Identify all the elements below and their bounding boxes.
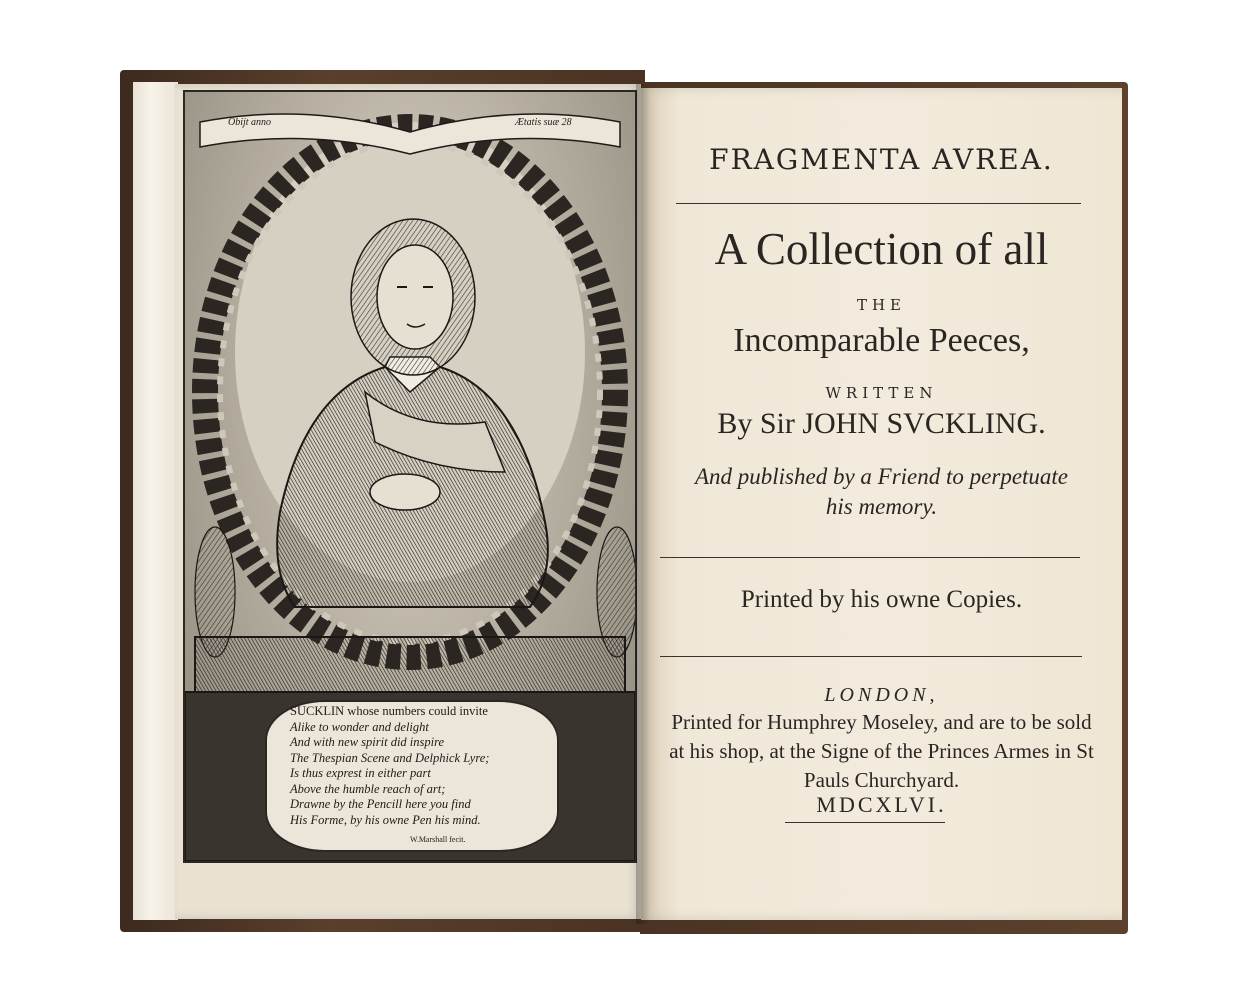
printed-note: Printed by his owne Copies. <box>740 586 1023 613</box>
verse-line: SUCKLIN whose numbers could invite <box>290 704 488 718</box>
published-note: And published by a Friend to perpetuate his memory. <box>694 464 1069 519</box>
imprint-text: Printed for Humphrey Moseley, and are to be sold at his shop, at the Signe of the Princes Armes in St Pauls Churchyard. <box>669 710 1094 792</box>
verse-line: Drawne by the Pencill here you find <box>290 797 471 811</box>
banner-text-left: Obijt anno <box>228 117 272 128</box>
verse-line: Is thus exprest in either part <box>290 766 431 780</box>
engraver-signature: W.Marshall fecit. <box>410 835 466 844</box>
imprint-year: MDCXLVI. <box>816 792 947 817</box>
section-rule <box>660 656 1082 657</box>
book-title: FRAGMENTA AVREA. <box>709 143 1054 176</box>
verse-line: And with new spirit did inspire <box>290 735 445 749</box>
verse-line: Above the humble reach of art; <box>290 781 446 796</box>
imprint-city: LONDON, <box>824 684 939 706</box>
subtitle-the: THE <box>856 296 907 314</box>
subtitle-incomparable: Incomparable Peeces, <box>733 322 1030 359</box>
frontispiece-verse <box>290 704 545 828</box>
verse-line: Alike to wonder and delight <box>290 719 429 734</box>
banner-text-right: Ætatis suæ 28 <box>515 117 572 128</box>
subtitle-collection: A Collection of all <box>714 224 1049 274</box>
endpaper <box>133 82 178 920</box>
title-rule <box>676 203 1081 204</box>
written-label: WRITTEN <box>825 384 938 402</box>
section-rule <box>660 557 1080 558</box>
author-line: By Sir JOHN SVCKLING. <box>717 407 1046 440</box>
verse-line: The Thespian Scene and Delphick Lyre; <box>290 750 490 765</box>
year-rule <box>785 822 945 823</box>
verse-line: His Forme, by his owne Pen his mind. <box>290 812 481 827</box>
